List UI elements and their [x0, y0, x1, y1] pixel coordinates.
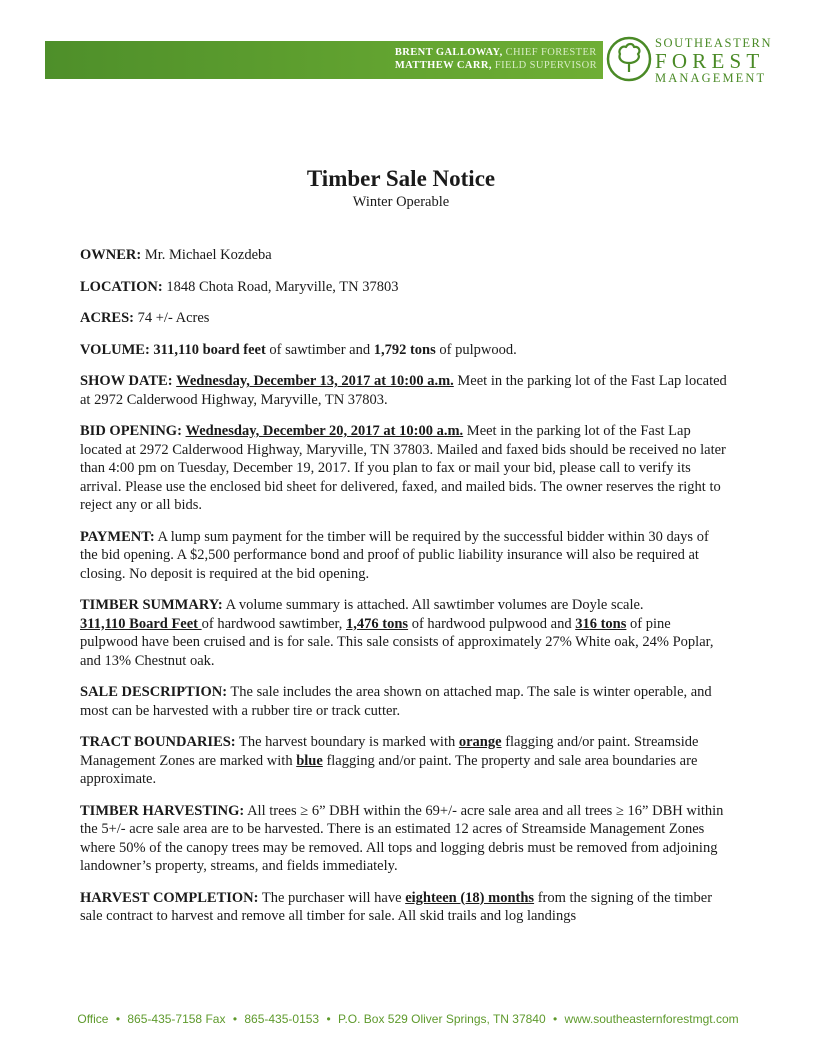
tract-boundaries-label: TRACT BOUNDARIES: [80, 734, 236, 750]
staff-line-supervisor [395, 59, 597, 72]
footer-website: www.southeasternforestmgt.com [564, 1012, 739, 1026]
timber-harvesting-text-1: All trees [244, 802, 301, 819]
sale-description-paragraph [80, 683, 730, 720]
footer-office-label: Office [77, 1012, 109, 1026]
footer-fax-phone: 865-435-0153 [244, 1012, 320, 1026]
volume-tons: 1,792 tons [373, 341, 436, 358]
owner-label: OWNER: [80, 247, 142, 263]
tract-boundaries-blue: blue [296, 752, 323, 769]
owner-line [80, 246, 730, 265]
location-label: LOCATION: [80, 278, 163, 295]
acres-line [80, 309, 730, 328]
location-line [80, 278, 730, 297]
footer-separator: • [553, 1012, 558, 1026]
harvest-completion-paragraph [80, 889, 730, 926]
timber-harvesting-text-3: 16” DBH within the 5+/- acre sale area are to be harvested. There is an estimated 12 acres of Streamside Management Zones where 50% of the canopy trees may be removed. All tops and logging debris must be removed from adjoining landowner’s property, streams, and fields immediately. [80, 802, 724, 874]
greater-equal-symbol-2: ≥ [615, 802, 624, 819]
tract-boundaries-text-1: The harvest boundary is marked with [235, 734, 459, 750]
harvest-completion-text-1: The purchaser will have [258, 889, 406, 906]
payment-text: A lump sum payment for the timber will be required by the successful bidder within 30 days of the bid opening. A $2,500 performance bond and proof of public liability insurance will also be required at closing. No deposit is required at the bid opening. [80, 528, 709, 582]
timber-summary-paragraph [80, 596, 730, 670]
bid-opening-text: Meet in the parking lot of the Fast Lap located at 2972 Calderwood Highway, Maryville, TN 37803. Mailed and faxed bids should be received no later than 4:00 pm on Tuesday, December 19, 2017. If you plan to fax or mail your bid, please call to verify its arrival. Please use the enclosed bid sheet for delivered, faxed, and mailed bids. The owner reserves the right to reject any or all bids. [80, 423, 726, 513]
timber-summary-hardwood-tons: 1,476 tons [346, 615, 409, 632]
page-title: Timber Sale Notice [306, 166, 496, 191]
bid-opening-label: BID OPENING: [80, 423, 182, 439]
acres-label: ACRES: [80, 310, 134, 326]
acres-value: 74 +/- Acres [133, 310, 210, 326]
owner-value: Mr. Michael Kozdeba [141, 247, 272, 263]
footer-separator: • [115, 1012, 121, 1026]
footer-po-box: P.O. Box 529 Oliver Springs, TN 37840 [337, 1012, 546, 1026]
tract-boundaries-text-2: flagging and/or paint. Streamside Management Zones are marked with [80, 734, 699, 769]
timber-summary-text-4: of pine pulpwood have been cruised and is for sale. This sale consists of approximately 27% White oak, 24% Poplar, and 13% Chestnut oak. [80, 615, 714, 669]
sale-description-label: SALE DESCRIPTION: [80, 684, 228, 700]
location-value: 1848 Chota Road, Maryville, TN 37803 [162, 278, 399, 295]
harvest-completion-text-2: from the signing of the timber sale contract to harvest and remove all timber for sale. All skid trails and log landings [80, 889, 713, 924]
timber-summary-pine-tons: 316 tons [575, 615, 627, 632]
timber-harvesting-text-2: 6” DBH within the 69+/- acre sale area and all trees [308, 802, 616, 819]
show-date-value: Wednesday, December 13, 2017 at 10:00 a.m. [176, 373, 454, 389]
payment-label: PAYMENT: [80, 528, 155, 545]
bid-opening-paragraph [80, 422, 730, 515]
footer-office-phone: 865-435-7158 [127, 1012, 203, 1026]
tract-boundaries-orange: orange [458, 734, 502, 750]
footer-separator: • [326, 1012, 331, 1026]
show-date-label: SHOW DATE: [80, 373, 173, 389]
volume-line [80, 341, 730, 360]
staff-list [395, 46, 597, 72]
show-date-paragraph [80, 372, 730, 409]
notice-body [80, 246, 730, 939]
timber-harvesting-paragraph [80, 802, 730, 876]
payment-paragraph [80, 528, 730, 584]
footer-separator: • [232, 1012, 238, 1026]
company-logo-text [655, 37, 772, 84]
logo-line-1: SOUTHEASTERN [655, 36, 773, 50]
tree-icon [606, 36, 652, 82]
supervisor-role: FIELD SUPERVISOR [494, 60, 597, 71]
timber-summary-label: TIMBER SUMMARY: [80, 597, 223, 613]
chief-role: CHIEF FORESTER [505, 47, 597, 58]
sale-description-text: The sale includes the area shown on attached map. The sale is winter operable, and most can be harvested with a rubber tire or track cutter. [80, 684, 712, 719]
timber-summary-board-feet: 311,110 Board Feet [80, 615, 202, 632]
staff-line-chief [395, 46, 597, 59]
timber-harvesting-label: TIMBER HARVESTING: [80, 802, 245, 819]
tract-boundaries-text-3: flagging and/or paint. The property and sale area boundaries are approximate. [80, 752, 698, 787]
header-banner [45, 41, 603, 79]
harvest-completion-label: HARVEST COMPLETION: [80, 889, 259, 906]
timber-summary-text-2: of hardwood sawtimber, [201, 615, 347, 632]
volume-end-text: of pulpwood. [435, 341, 517, 358]
footer-fax-label: Fax [205, 1012, 226, 1026]
tract-boundaries-paragraph [80, 733, 730, 789]
volume-label: VOLUME: [80, 341, 150, 358]
chief-name: BRENT GALLOWAY, [394, 47, 503, 58]
timber-summary-text-1: A volume summary is attached. All sawtimber volumes are Doyle scale. [222, 597, 644, 613]
harvest-completion-months: eighteen (18) months [405, 889, 535, 906]
greater-equal-symbol-1: ≥ [300, 802, 309, 819]
supervisor-name: MATTHEW CARR, [394, 60, 492, 71]
logo-line-2: FOREST [655, 48, 765, 73]
bid-opening-date: Wednesday, December 20, 2017 at 10:00 a.m. [185, 423, 464, 439]
volume-mid-text: of sawtimber and [265, 341, 374, 358]
volume-board-feet: 311,110 board feet [149, 341, 266, 358]
logo-line-3: MANAGEMENT [655, 70, 767, 85]
timber-summary-text-3: of hardwood pulpwood and [408, 615, 576, 632]
show-date-text: Meet in the parking lot of the Fast Lap located at 2972 Calderwood Highway, Maryville, TN 37803. [80, 373, 727, 408]
footer-contact [0, 1012, 816, 1026]
page-subtitle: Winter Operable [352, 194, 450, 210]
